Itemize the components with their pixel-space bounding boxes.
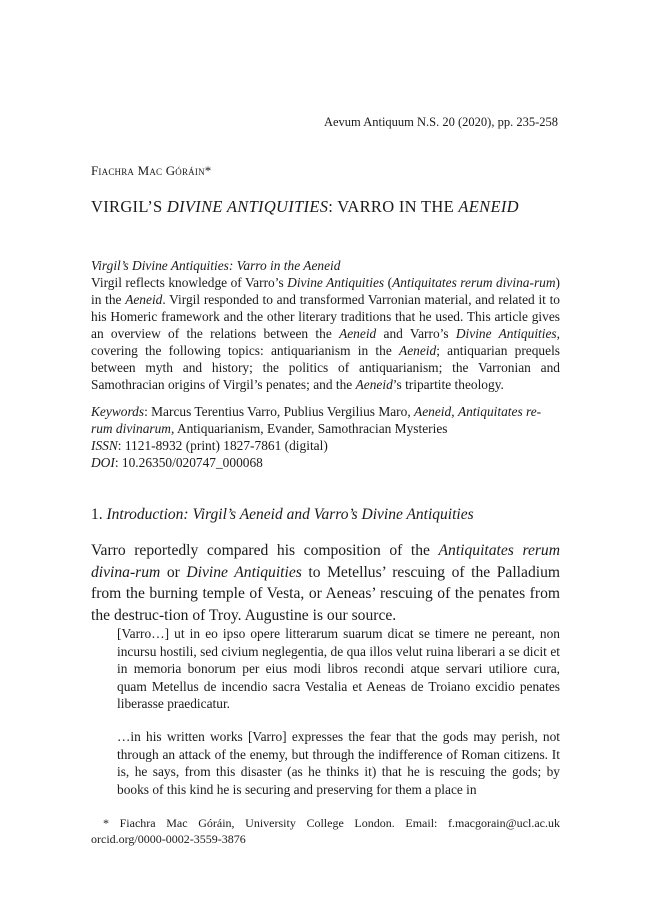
keywords-label: Keywords <box>91 404 145 419</box>
italic-run: Aeneid <box>355 377 393 392</box>
issn-value: : 1121-8932 (print) 1827-7861 (digital) <box>117 438 328 453</box>
text-run: or <box>160 563 187 581</box>
italic-run: Aeneid <box>399 343 437 358</box>
italic-run: Aeneid <box>414 404 452 419</box>
italic-run: Aeneid <box>125 292 163 307</box>
title-prefix: VIRGIL’S <box>91 197 167 216</box>
text-run: ( <box>384 275 393 290</box>
italic-run: Aeneid <box>339 326 377 341</box>
doi-value: : 10.26350/020747_000068 <box>114 455 263 470</box>
author-name: Fiachra Mac Góráin <box>91 163 205 178</box>
text-run: ) in the <box>91 275 560 307</box>
latin-quotation <box>117 625 560 713</box>
footnote-text: * Fiachra Mac Góráin, University College London. Email: f.macgorain@ucl.ac.uk orcid.org/0000-0002-3559-3876 <box>91 816 560 846</box>
text-run: , Antiquarianism, Evander, Samothracian Mysteries <box>170 421 448 436</box>
section-heading <box>91 506 474 524</box>
keywords-text <box>91 404 541 436</box>
italic-run: Antiquitates rerum divina-rum <box>91 542 560 581</box>
italic-run: Antiquitates rerum divina-rum <box>392 275 556 290</box>
keywords-line <box>91 403 560 437</box>
english-translation-text: …in his written works [Varro] expresses the fear that the gods may perish, not through an attack of the enemy, but through the indifference of Roman citizens. It is, he says, from this disaster (as he thinks it) that he is rescuing the gods; by books of this kind he is securing and preserving for them a place in <box>117 729 560 797</box>
body-paragraph <box>91 540 560 626</box>
author-footnote-marker: * <box>204 163 212 178</box>
abstract-text <box>91 274 560 393</box>
abstract <box>91 257 560 393</box>
doi-line <box>91 454 560 471</box>
text-run: and Varro’s <box>376 326 456 341</box>
italic-run: Divine Antiquities <box>287 275 385 290</box>
text-run: , <box>451 404 458 419</box>
issn-label: ISSN <box>91 438 118 453</box>
doi-label: DOI <box>91 455 115 470</box>
title-italic-2: AENEID <box>458 197 519 216</box>
text-run: ; antiquarian prequels between myth and history; the politics of antiquarianism; the Varronian and Samothracian origins of Virgil’s penates; and the <box>91 343 560 392</box>
italic-run: Divine Antiquities <box>455 326 557 341</box>
italic-run: Divine Antiquities <box>186 563 302 581</box>
latin-quotation-text: [Varro…] ut in eo ipso opere litterarum suarum dicat se timere ne pereant, non incursu hostili, sed civium neglegentia, de qua illos velut ruina liberari a se dicit et in memoria bonorum per eius modi libros recondi atque servari utiliore cura, quam Metellus de incendio sacra Vestalia et Aeneas de Troiano excidio penates liberasse praedicatur. <box>117 626 560 711</box>
section-title: Introduction: Virgil’s Aeneid and Varro’s Divine Antiquities <box>106 506 474 523</box>
body-text <box>91 540 560 626</box>
journal-reference: Aevum Antiquum N.S. 20 (2020), pp. 235-258 <box>323 115 558 129</box>
text-run: to Metellus’ rescuing of the Palladium from the burning temple of Vesta, or Aeneas’ rescuing of the penates from the destruc-tion of Troy. Augustine is our source. <box>91 563 560 624</box>
text-run: Virgil reflects knowledge of Varro’s <box>91 275 288 290</box>
footnote <box>91 815 560 847</box>
english-translation <box>117 728 560 798</box>
italic-run: Antiquitates re-rum divinarum <box>91 404 542 436</box>
text-run: : Marcus Terentius Varro, Publius Vergilius Maro, <box>144 404 415 419</box>
section-number: 1. <box>91 506 107 523</box>
abstract-heading: Virgil’s Divine Antiquities: Varro in the Aeneid <box>91 258 341 273</box>
issn-line <box>91 437 560 454</box>
text-run: ’s tripartite theology. <box>392 377 504 392</box>
title-middle: : VARRO IN THE <box>328 197 459 216</box>
text-run: Varro reportedly compared his composition of the <box>91 542 439 559</box>
author-line <box>91 163 211 179</box>
article-title <box>91 197 519 217</box>
keywords-block <box>91 403 560 471</box>
text-run: , covering the following topics: antiquarianism in the <box>91 326 560 358</box>
title-italic-1: DIVINE ANTIQUITIES <box>166 197 329 216</box>
text-run: . Virgil responded to and transformed Varronian material, and related it to his Homeric framework and the other literary traditions that he used. This article gives an overview of the relations between the <box>91 292 560 341</box>
